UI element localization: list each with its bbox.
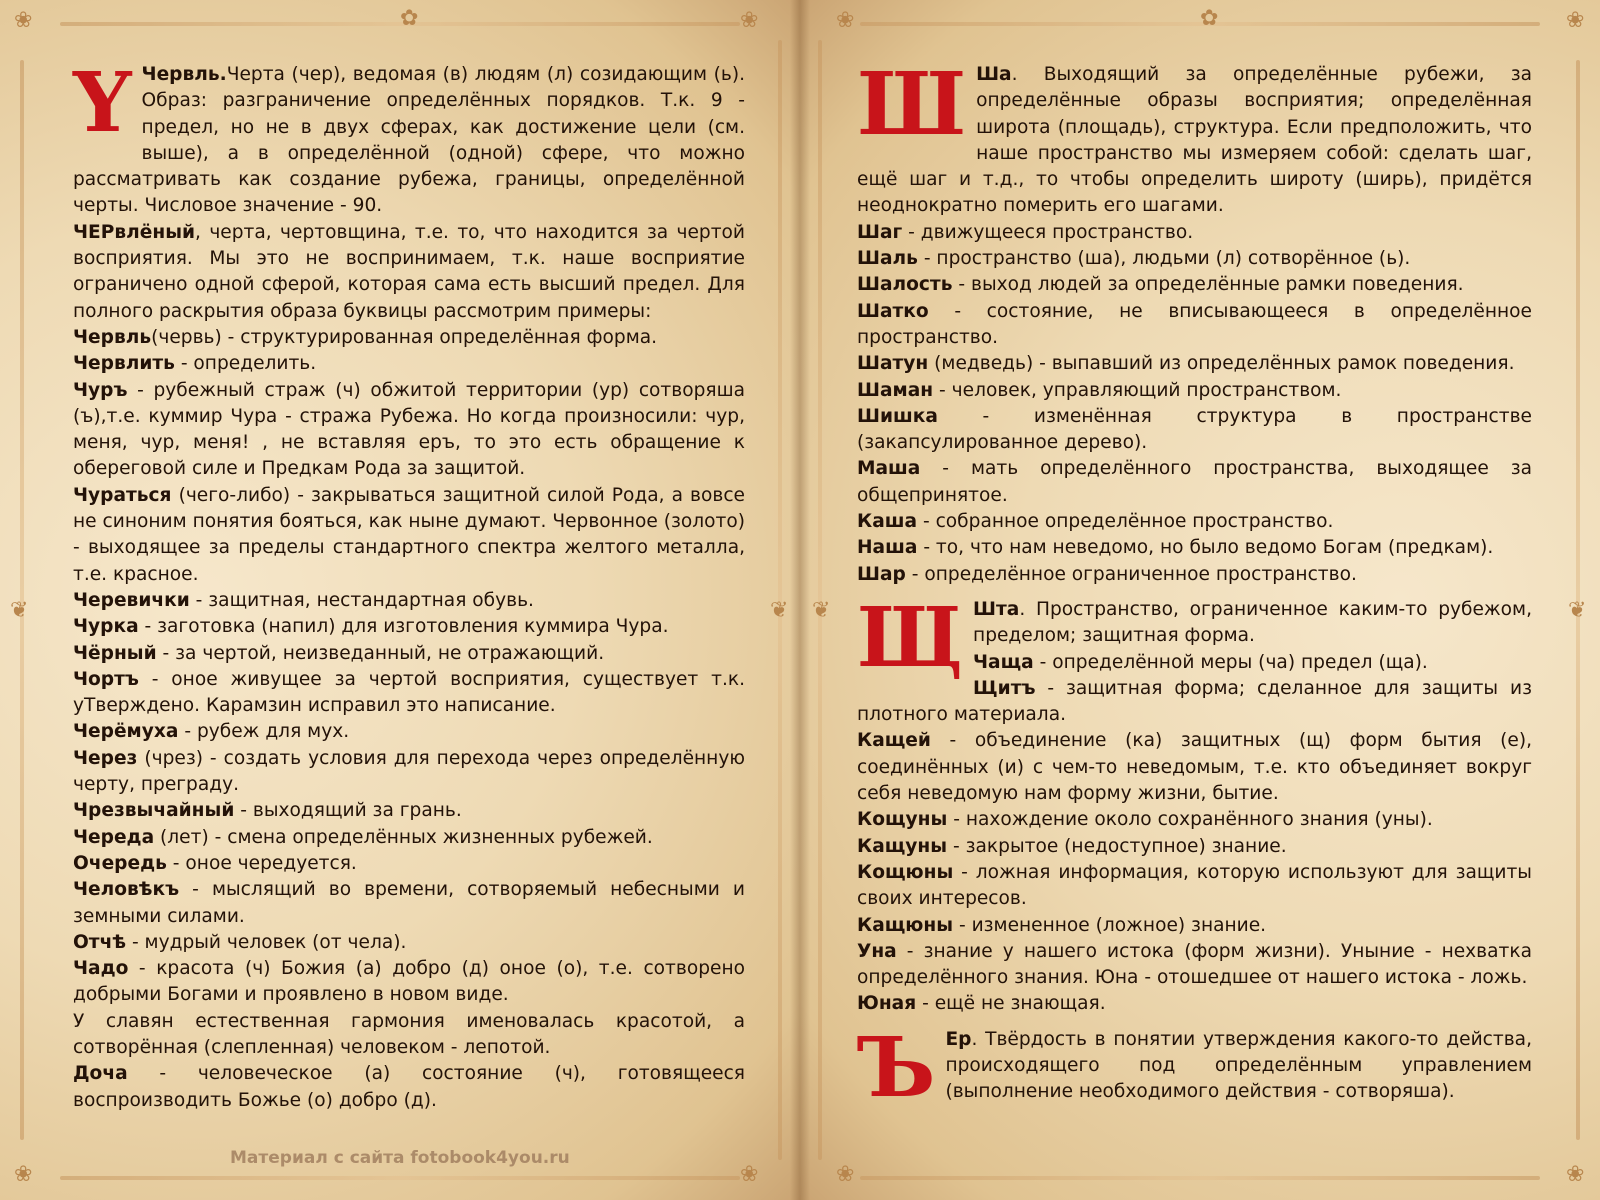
- left-page: [73, 55, 745, 1114]
- entry-definition: - человеческое (а) состояние (ч), готовящееся воспроизводить Божье (о) добро (д).: [73, 1063, 745, 1111]
- entry-term: Шалость: [857, 274, 953, 296]
- dictionary-entry: [857, 456, 1532, 509]
- dictionary-entry: [73, 1061, 745, 1114]
- entry-term: Кощуны: [857, 809, 948, 831]
- dictionary-entry: [857, 404, 1532, 457]
- entry-term: Шар: [857, 563, 906, 585]
- dictionary-entry: [73, 351, 745, 377]
- entry-definition: (чего-либо) - закрываться защитной силой Рода, а вовсе не синоним понятия бояться, как ныне думают. Червонное (золото) - выходящее за пределы стандартного спектра желтого металла, т.е. красное.: [73, 484, 745, 585]
- flower-ornament-icon: ❀: [836, 8, 855, 33]
- dictionary-entry: [857, 939, 1532, 992]
- entry-term: Каша: [857, 511, 918, 533]
- entry-definition: - мыслящий во времени, сотворяемый небесными и земными силами.: [73, 879, 745, 927]
- leaf-ornament-icon: ❦: [10, 598, 29, 623]
- entry-definition: - человек, управляющий пространством.: [933, 379, 1342, 401]
- dictionary-entry: [73, 956, 745, 1009]
- entry-term: Щитъ: [973, 677, 1036, 699]
- dictionary-entry: [857, 220, 1532, 246]
- drop-cap-letter: Щ: [857, 589, 964, 686]
- dictionary-entry: [857, 272, 1532, 298]
- entry-definition: - рубежный страж (ч) обжитой территории (ур) сотворяша (ъ),т.е. куммир Чура - стража Рубежа. Но когда произносили: чур, меня, чур, меня! , не вставляя еръ, то это есть обращение к обереговой силе и Предкам Рода за защитой.: [73, 379, 745, 480]
- entry-definition: (лет) - смена определённых жизненных рубежей.: [154, 826, 653, 848]
- leaf-ornament-icon: ❦: [770, 598, 789, 623]
- entry-definition: (медведь) - выпавший из определённых рамок поведения.: [928, 353, 1515, 375]
- dictionary-entry: [857, 913, 1532, 939]
- flower-ornament-icon: ❀: [14, 8, 33, 33]
- flower-ornament-icon: ❀: [740, 1162, 759, 1187]
- entry-definition: - нахождение около сохранённого знания (уны).: [947, 809, 1433, 831]
- leaf-ornament-icon: ❦: [812, 598, 831, 623]
- entry-term: Черёмуха: [73, 721, 179, 743]
- entry-term: Маша: [857, 458, 921, 480]
- dictionary-entry: [73, 930, 745, 956]
- dictionary-entry: [73, 614, 745, 640]
- entry-definition: - за чертой, неизведанный, не отражающий.: [156, 642, 605, 664]
- flower-ornament-icon: ❀: [14, 1162, 33, 1187]
- drop-cap-letter: Ъ: [857, 1019, 936, 1116]
- entry-definition: - определить.: [174, 353, 317, 375]
- entry-term: Червль: [73, 326, 152, 348]
- letter-section: [857, 589, 1532, 1018]
- entry-term: Доча: [73, 1063, 128, 1085]
- watermark: Материал с сайта fotobook4you.ru: [230, 1148, 570, 1168]
- dictionary-entry: [857, 535, 1532, 561]
- entry-definition: - мудрый человек (от чела).: [126, 931, 407, 953]
- dictionary-entry: [857, 509, 1532, 535]
- entry-term: Чадо: [73, 958, 129, 980]
- section-intro: [857, 54, 1532, 220]
- section-intro: [857, 1019, 1532, 1116]
- left-entries-list: [73, 220, 745, 1114]
- flower-ornament-icon: ❀: [740, 8, 759, 33]
- entry-term: Кащей: [857, 730, 931, 752]
- bottom-right-vine: [860, 1176, 1540, 1180]
- entry-definition: - ещё не знающая.: [916, 993, 1106, 1015]
- dictionary-entry: [73, 588, 745, 614]
- dictionary-entry: [73, 877, 745, 930]
- entry-definition: - измененное (ложное) знание.: [953, 914, 1267, 936]
- entry-definition: - закрытое (недоступное) знание.: [947, 835, 1287, 857]
- entry-term: Шаман: [857, 379, 934, 401]
- intro-term: Шта: [973, 598, 1020, 620]
- flower-ornament-icon: ✿: [1200, 6, 1219, 31]
- bottom-left-vine: [60, 1176, 740, 1180]
- intro-text: Черта (чер), ведомая (в) людям (л) созидающим (ь). Образ: разграничение определённых порядков. Т.к. 9 - предел, но не в двух сферах, как достижение цели (см. выше), а в определённой (одной) сфере, что можно рассматривать как создание рубежа, границы, определённой черты. Числовое значение - 90.: [73, 64, 745, 217]
- intro-term: Ша: [976, 64, 1012, 85]
- entry-definition: - изменённая структура в пространстве (закапсулированное дерево).: [857, 405, 1532, 454]
- dictionary-entry: [73, 825, 745, 851]
- intro-term: Червль.: [141, 64, 227, 85]
- dictionary-entry: [857, 860, 1532, 913]
- book-gutter: [790, 0, 810, 1200]
- dictionary-entry: [857, 834, 1532, 860]
- dictionary-entry: [857, 807, 1532, 833]
- intro-text: . Твёрдость в понятии утверждения какого-то действа, происходящего под определённым управлением (выполнение необходимого действия - сотворяша).: [945, 1028, 1532, 1103]
- intro-term: Ер: [945, 1028, 972, 1050]
- dictionary-entry: [73, 325, 745, 351]
- entry-definition: - красота (ч) Божия (а) добро (д) оное (о), т.е. сотворено добрыми Богами и проявлено в новом виде.: [73, 958, 745, 1006]
- intro-text: . Выходящий за определённые рубежи, за определённые образы восприятия; определённая широта (площадь), структура. Если предположить, что наше пространство мы измеряем собой: сделать шаг, ещё шаг и т.д., то чтобы определить широту (ширь), придётся неоднократно померить его шагами.: [857, 64, 1532, 217]
- dictionary-entry: [73, 719, 745, 745]
- entry-definition: - выход людей за определённые рамки поведения.: [952, 274, 1464, 296]
- flower-ornament-icon: ❀: [836, 1162, 855, 1187]
- entry-definition: - движущееся пространство.: [902, 221, 1194, 243]
- entry-term: Наша: [857, 537, 918, 559]
- entry-definition: - знание у нашего истока (форм жизни). Уныние - нехватка определённого знания. Юна - отошедшее от нашего истока - ложь.: [857, 940, 1532, 989]
- entry-definition: - оное чередуется.: [166, 852, 357, 874]
- dictionary-entry: [857, 991, 1532, 1017]
- entry-term: Кащюны: [857, 914, 954, 936]
- drop-cap-letter: Ү: [73, 55, 132, 151]
- dictionary-entry: [73, 1009, 745, 1062]
- entry-term: Чуръ: [73, 379, 128, 401]
- dictionary-entry: [73, 798, 745, 824]
- entry-term: Червлить: [73, 353, 175, 375]
- entry-definition: - рубеж для мух.: [178, 721, 350, 743]
- entry-definition: (червь) - структурированная определённая форма.: [151, 326, 658, 348]
- entry-term: Череда: [73, 826, 155, 848]
- entry-definition: (чрез) - создать условия для перехода через определённую черту, преграду.: [73, 747, 745, 796]
- entry-term: ЧЕРвлёный: [73, 221, 196, 243]
- dictionary-entry: [857, 728, 1532, 807]
- dictionary-entry: [857, 299, 1532, 352]
- entry-definition: - пространство (ша), людьми (л) сотворённое (ь).: [917, 248, 1411, 270]
- entry-definition: - то, что нам неведомо, но было ведомо Богам (предкам).: [917, 537, 1494, 559]
- dictionary-entry: [857, 562, 1532, 588]
- dictionary-entry: [857, 351, 1532, 377]
- letter-section: [857, 1019, 1532, 1116]
- entry-term: Уна: [857, 940, 897, 962]
- entry-definition: У славян естественная гармония именовалась красотой, а сотворённая (слепленная) человеком - лепотой.: [73, 1010, 745, 1058]
- entry-definition: - заготовка (напил) для изготовления куммира Чура.: [138, 616, 669, 638]
- entry-definition: - ложная информация, которую используют для защиты своих интересов.: [857, 861, 1532, 910]
- flower-ornament-icon: ❀: [1566, 8, 1585, 33]
- entry-term: Шаг: [857, 221, 903, 243]
- entry-term: Очередь: [73, 852, 167, 874]
- entry-term: Чёрный: [73, 642, 157, 664]
- entry-term: Человѣкъ: [73, 879, 180, 901]
- dictionary-entry: [73, 220, 745, 325]
- entry-definition: - собранное определённое пространство.: [917, 511, 1334, 533]
- entry-definition: - мать определённого пространства, выходящее за общепринятое.: [857, 458, 1532, 506]
- leaf-ornament-icon: ❦: [1568, 598, 1587, 623]
- entry-term: Кащуны: [857, 835, 948, 857]
- entry-term: Отчѣ: [73, 931, 127, 953]
- entry-definition: - объединение (ка) защитных (щ) форм бытия (е), соединённых (и) с чем-то неведомым, т.е. кто объединяет вокруг себя неведомую нам форму жизни, бытие.: [857, 730, 1532, 805]
- drop-cap-letter: Ш: [857, 54, 967, 155]
- entry-definition: - защитная форма; сделанное для защиты из плотного материала.: [857, 677, 1532, 726]
- entry-definition: , черта, чертовщина, т.е. то, что находится за чертой восприятия. Мы это не воспринимаем, т.к. наше восприятие ограничено одной сферой, которая сама есть высший предел. Для полного раскрытия образа буквицы рассмотрим примеры:: [73, 221, 745, 322]
- entry-definition: - защитная, нестандартная обувь.: [189, 589, 534, 611]
- entry-term: Юная: [857, 993, 917, 1015]
- left-intro: [73, 55, 745, 220]
- entry-term: Чураться: [73, 484, 172, 506]
- dictionary-entry: [73, 641, 745, 667]
- dictionary-entry: [73, 746, 745, 799]
- flower-ornament-icon: ✿: [400, 6, 419, 31]
- dictionary-entry: [73, 483, 745, 588]
- entry-definition: - определённой меры (ча) предел (ща).: [1033, 651, 1428, 673]
- letter-section: [857, 54, 1532, 588]
- entry-definition: - определённое ограниченное пространство.: [905, 563, 1357, 585]
- entry-term: Чаща: [973, 651, 1034, 673]
- dictionary-entry: [73, 378, 745, 483]
- entry-term: Через: [73, 747, 138, 769]
- entry-term: Чурка: [73, 616, 139, 638]
- entry-term: Шаль: [857, 248, 918, 270]
- dictionary-entry: [857, 246, 1532, 272]
- entry-term: Черевички: [73, 589, 190, 611]
- entry-term: Кощюны: [857, 861, 954, 883]
- dictionary-entry: [857, 378, 1532, 404]
- entry-term: Чрезвычайный: [73, 800, 235, 822]
- dictionary-entry: [73, 851, 745, 877]
- entry-term: Шатун: [857, 353, 929, 375]
- entry-term: Шатко: [857, 300, 929, 322]
- entry-definition: - состояние, не вписывающееся в определённое пространство.: [857, 300, 1532, 348]
- entry-definition: - выходящий за грань.: [234, 800, 462, 822]
- entry-definition: - оное живущее за чертой восприятия, существует т.к. уТверждено. Карамзин исправил это написание.: [73, 668, 745, 717]
- intro-text: . Пространство, ограниченное каким-то рубежом, пределом; защитная форма.: [973, 598, 1532, 647]
- entry-term: Шишка: [857, 405, 938, 427]
- right-page: [857, 54, 1532, 1116]
- flower-ornament-icon: ❀: [1566, 1162, 1585, 1187]
- entry-term: Чортъ: [73, 668, 139, 690]
- dictionary-entry: [73, 667, 745, 720]
